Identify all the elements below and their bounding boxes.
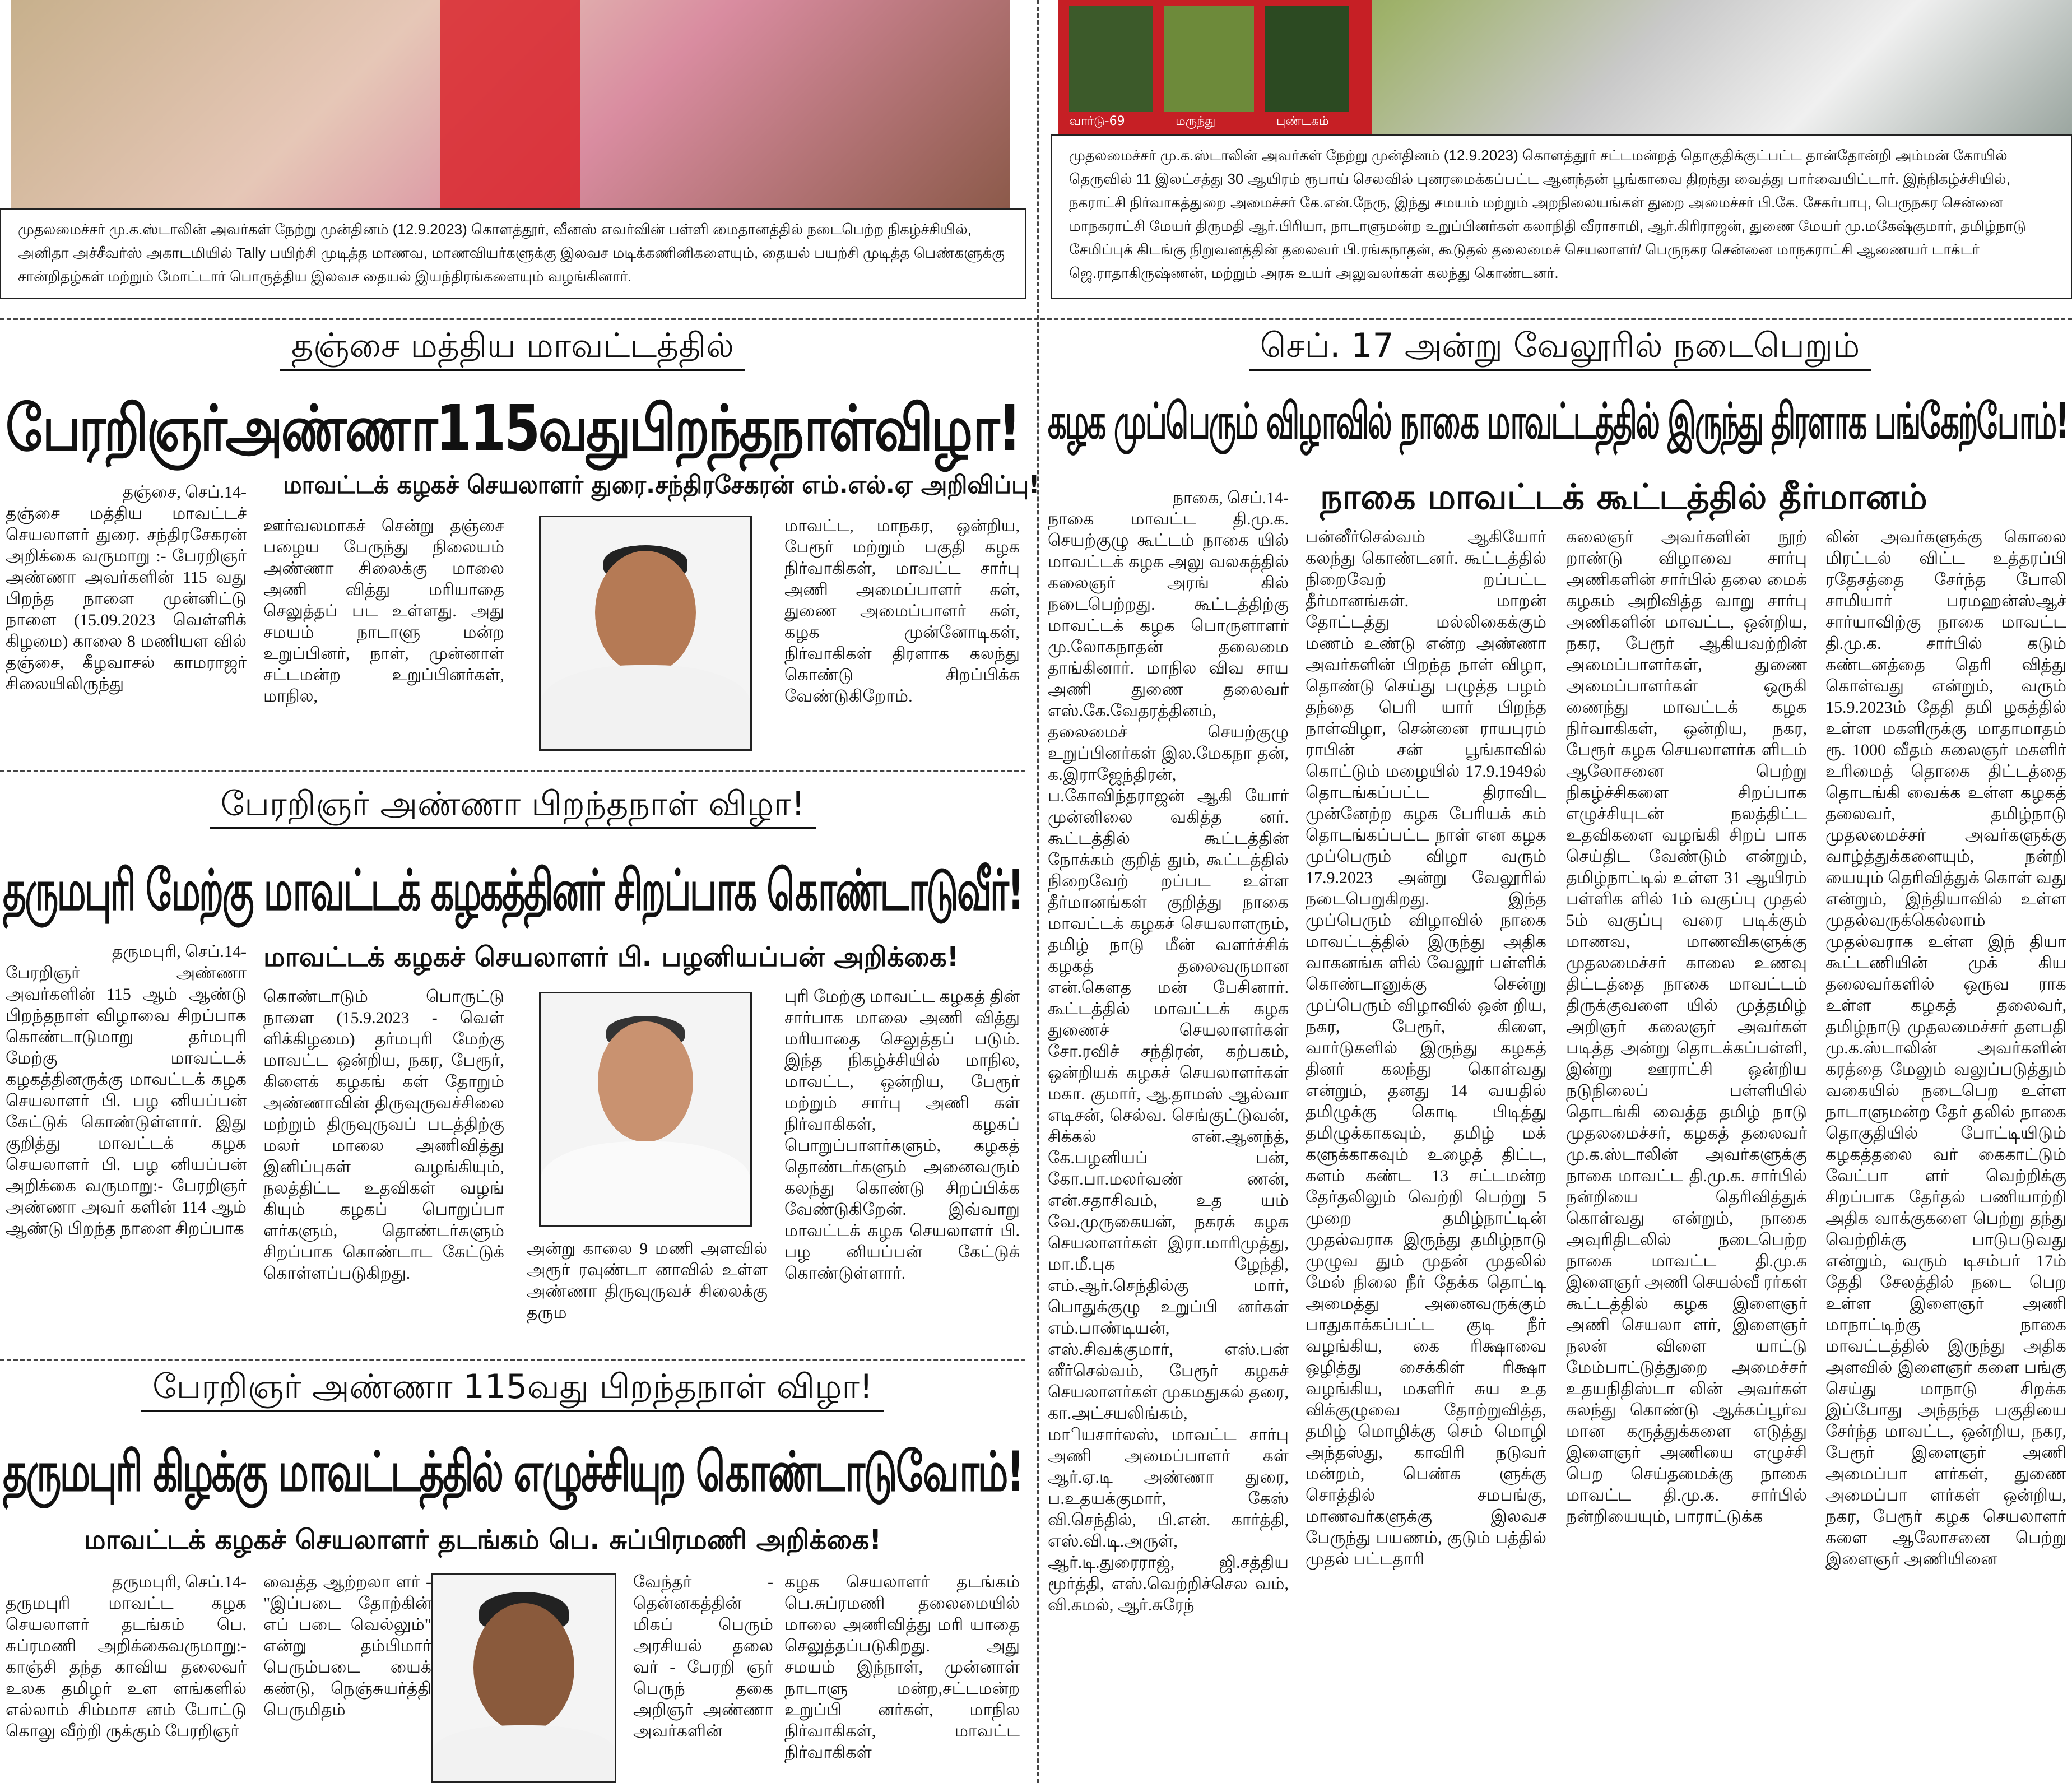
story3-dateline: தருமபுரி, செப்.14- (112, 1573, 247, 1591)
story2-col2b-text: அன்று காலை 9 மணி அளவில் அரூர் ரவுண்டா னாவில் உள்ள அண்ணா திருவுருவச் சிலைக்கு தரும (527, 1239, 768, 1322)
story3-kicker (0, 1367, 1025, 1411)
story4-col3-text: கலைஞர் அவர்களின் நூற் றாண்டு விழாவை சார்பு அணிகளின் சார்பில் தலை மைக் கழகம் அறிவித்த வாறு சார்பு அணிகளின் மாவட்ட, ஒன்றிய, நகர, பேரூர் ஆகியவற்றின் அமைப்பாளர்கள், துணை அமைப்பாளர்கள் ஒருகி ணைந்து மாவட்டக் கழக நிர்வாகிகள், ஒன்றிய, நகர, பேரூர் கழக செயலாளர்க ளிடம் ஆலோசனை பெற்று நிகழ்ச்சிகளை சிறப்பாக எழுச்சியுடன் நலத்திட்ட உதவிகளை வழங்கி சிறப் பாக செய்திட வேண்டும் என்றும், தமிழ்நாட்டில் உள்ள 31 ஆயிரம் பள்ளிக ளில் 1ம் வகுப்பு முதல் 5ம் வகுப்பு வரை படிக்கும் மாணவ, மாணவிகளுக்கு முதலமைச்சர் காலை உணவு திட்டத்தை நாகை மாவட்டம் திருக்குவளை யில் முத்தமிழ் அறிஞர் கலைஞர் அவர்கள் படித்த அன்று தொடக்கப்பள்ளி, இன்று ஊராட்சி ஒன்றிய நடுநிலைப் பள்ளியில் தொடங்கி வைத்த தமிழ் நாடு முதலமைச்சர், கழகத் தலைவர் மு.க.ஸ்டாலின் அவர்களுக்கு நாகை மாவட்ட தி.மு.க. சார்பில் நன்றியை தெரிவித்துக் கொள்வது என்றும், நாகை அவுரிதிடலில் நடைபெற்ற நாகை மாவட்ட தி.மு.க இளைஞர் அணி செயல்வீ ரர்கள் கூட்டத்தில் கழக இளைஞர் அணி செயலா ளர், இளைஞர் நலன் விளை யாட்டு மேம்பாட்டுத்துறை அமைச்சர் உதயநிதிஸ்டா லின் அவர்கள் கலந்து கொண்டு ஆக்கப்பூர்வ மான கருத்துக்களை எடுத்து இளைஞர் அணியை எழுச்சி பெற செய்தமைக்கு நாகை மாவட்ட தி.மு.க. சார்பில் நன்றியையும், பாராட்டுக்க (1566, 528, 1807, 1526)
story3-portrait (431, 1573, 616, 1783)
story1-subhead: மாவட்டக் கழகச் செயலாளர் துரை.சந்திரசேகரன் எம்.எல்.ஏ அறிவிப்பு! (283, 471, 1040, 499)
center-column-divider (1037, 0, 1039, 1783)
story1-kicker (0, 326, 1025, 370)
story3-col4-text: கழக செயலாளர் தடங்கம் பெ.சுப்ரமணி தலைமையில் மாலை அணிவித்து மரி யாதை செலுத்தப்படுகிறது. அது சமயம் இந்நாள், முன்னாள் நாடாளு மன்ற,சட்டமன்ற உறுப்பி னர்கள், மாநில நிர்வாகிகள், மாவட்ட நிர்வாகிகள் (784, 1573, 1020, 1762)
story2-col2b (527, 1238, 768, 1345)
story4-headline: கழக முப்பெரும் விழாவில் நாகை மாவட்டத்தில் இருந்து திரளாக பங்கேற்போம்! (1048, 392, 2068, 450)
story2-headline: தருமபுரி மேற்கு மாவட்டக் கழகத்தினர் சிறப்பாக கொண்டாடுவீர்! (3, 857, 1023, 923)
story3-col1 (6, 1572, 247, 1783)
portrait-shirt (433, 1725, 615, 1781)
story4-col2 (1306, 527, 1546, 1783)
story4-col1-text: நாகை மாவட்ட தி.மு.க. செயற்குழு கூட்டம் நாகை யில் மாவட்டக் கழக அலு வலகத்தில் கலைஞர் அரங் கில் நடைபெற்றது. கூட்டத்திற்கு மாவட்டக் கழக பொருளாளர் மு.லோகநாதன் தலைமை தாங்கினார். மாநில விவ சாய அணி துணை தலைவர் எஸ்.கே.வேதரத்தினம், தலைமைச் செயற்குழு உறுப்பினர்கள் இல.மேகநா தன், க.இராஜேந்திரன், ப.கோவிந்தராஜன் ஆகி யோர் முன்னிலை வகித்த னர். கூட்டத்தில் கூட்டத்தின் நோக்கம் குறித் தும், கூட்டத்தில் நிறைவேற் றப்பட உள்ள தீர்மானங்கள் குறித்து நாகை மாவட்டக் கழகச் செயலாளரும், தமிழ் நாடு மீன் வளர்ச்சிக் கழகத் தலைவருமான என்.கௌத மன் பேசினார். கூட்டத்தில் மாவட்டக் கழக துணைச் செயலாளர்கள் சோ.ரவிச் சந்திரன், கற்பகம், ஒன்றியக் கழகச் செயலாளர்கள் மகா. குமார், ஆ.தாமஸ் ஆல்வா எடிசன், செல்வ. செங்குட்டுவன், சிக்கல் என்.ஆனந்த், கே.பழனியப் பன், கோ.பா.மலர்வண் ணன், என்.சதாசிவம், உத யம் வே.முருகையன், நகரக் கழக செயலாளர்கள் இரா.மாரிமுத்து, மா.மீ.புக ழேந்தி, எம்.ஆர்.செந்தில்கு மார், பொதுக்குழு உறுப்பி னர்கள் எம்.பாண்டியன், எஸ்.சிவக்குமார், எஸ்.பன் னீர்செல்வம், பேரூர் கழகச் செயலாளர்கள் முகமதுகல் தரை, கா.அட்சயலிங்கம், மாியசார்லஸ், மாவட்ட சார்பு அணி அமைப்பாளர் கள் ஆர்.ஏ.டி அண்ணா துரை, ப.உதயக்குமார், கேஸ் வி.செந்தில், பி.என். கார்த்தி, எஸ்.வி.டி.அருள், ஆர்.டி.துரைராஜ், ஜி.சத்திய மூர்த்தி, எஸ்.வெற்றிச்செல வம், வி.கமல், ஆர்.சுரேந் (1048, 510, 1289, 1614)
story3-col1-text: தருமபுரி மாவட்ட கழக செயலாளர் தடங்கம் பெ. சுப்ரமணி அறிக்கைவருமாறு:- காஞ்சி தந்த காவிய தலைவர் உலக தமிழர் உள ளங்களில் எல்லாம் சிம்மாச னம் போட்டு கொலு வீற்றி ருக்கும் பேரறிஞர் (6, 1594, 247, 1740)
story1-col2-text: ஊர்வலமாகச் சென்று தஞ்சை பழைய பேருந்து நிலையம் அண்ணா சிலைக்கு மாலை அணி வித்து மரியாதை செலுத்தப் பட உள்ளது. அது சமயம் நாடாளு மன்ற உறுப்பினர், நாள், முன்னாள் சட்டமன்ற உறுப்பினர்கள், மாநில, (263, 517, 504, 705)
story3-col3 (633, 1572, 773, 1783)
story2-col1-text: பேரறிஞர் அண்ணா அவர்களின் 115 ஆம் ஆண்டு பிறந்தநாள் விழாவை சிறப்பாக கொண்டாடுமாறு தர்மபுரி மேற்கு மாவட்டக் கழகத்தினருக்கு மாவட்டக் கழக செயலாளர் பி. பழ னியப்பன் கேட்டுக் கொண்டுள்ளார். இது குறித்து மாவட்டக் கழக செயலாளர் பி. பழ னியப்பன் அறிக்கை வருமாறு:- பேரறிஞர் அண்ணா அவர் களின் 114 ஆம் ஆண்டு பிறந்த நாளை சிறப்பாக (6, 964, 247, 1238)
red-carpet-floor (440, 0, 580, 208)
story1-col3-text: மாவட்ட, மாநகர, ஒன்றிய, பேரூர் மற்றும் பகுதி கழக நிர்வாகிகள், மாவட்ட சார்பு அணி அமைப்பாளர் கள், துணை அமைப்பாளர் கள், கழக முன்னோடிகள், நிர்வாகிகள் திரளாக கலந்து கொண்டு சிறப்பிக்க வேண்டுகிறோம். (784, 517, 1020, 705)
story2-dateline: தருமபுரி, செப்.14- (112, 942, 247, 961)
story1-col1-text: தஞ்சை மத்திய மாவட்டச் செயலாளர் துரை. சந்திரசேகரன் அறிக்கை வருமாறு :- பேரறிஞர் அண்ணா அவர்களின் 115 வது பிறந்த நாளை முன்னிட்டு நாளை (15.09.2023 வெள்ளிக் கிழமை) காலை 8 மணியள வில் தஞ்சை, கீழவாசல் காமராஜர் சிலையிலிருந்து (6, 504, 247, 693)
poster-label-1: வார்டு-69 (1069, 114, 1125, 128)
top-divider (0, 318, 2072, 320)
story2-divider (0, 1359, 1025, 1361)
sewing-class-photo (11, 0, 1010, 208)
story1-dateline: தஞ்சை, செப்.14- (122, 483, 247, 502)
story2-col1 (6, 941, 247, 1345)
portrait-shirt (541, 665, 750, 749)
story3-col3-text: வேந்தர் - தென்னகத்தின் மிகப் பெரும் அரசியல் தலை வர் - பேரறி ஞர் பெருந் தகை அறிஞர் அண்ணா அவர்களின் (633, 1573, 773, 1740)
poster-panel-2 (1164, 6, 1254, 112)
right-caption-text: முதலமைச்சர் மு.க.ஸ்டாலின் அவர்கள் நேற்று முன்தினம் (12.9.2023) கொளத்தூர் சட்டமன்றத் தொகுதிக்குட்பட்ட தான்தோன்றி அம்மன் கோயில் தெருவில் 11 இலட்சத்து 30 ஆயிரம் ரூபாய் செலவில் புனரமைக்கப்பட்ட ஆனந்தன் பூங்காவை திறந்து வைத்து பார்வையிட்டார். இந்நிகழ்ச்சியில், நகராட்சி நிர்வாகத்துறை அமைச்சர் கே.என்.நேரு, இந்து சமயம் மற்றும் அறநிலையங்கள் துறை அமைச்சர் பி.கே. சேகர்பாபு, பெருநகர சென்னை மாநகராட்சி மேயர் திருமதி ஆர்.பிரியா, நாடாளுமன்ற உறுப்பினர்கள் கலாநிதி வீராசாமி, ஆர்.கிரிராஜன், துணை மேயர் மு.மகேஷ்குமார், தமிழ்நாடு சேமிப்புக் கிடங்கு நிறுவனத்தின் தலைவர் பி.ரங்கநாதன், கூடுதல் தலைமைச் செயலாளர்/ பெருநகர சென்னை மாநகராட்சி ஆணையர் டாக்டர் ஜெ.ராதாகிருஷ்ணன், மற்றும் அரசு உயர் அலுவலர்கள் கலந்து கொண்டனர். (1069, 147, 2026, 281)
portrait-face (595, 551, 696, 674)
left-photo-caption (0, 208, 1026, 299)
story3-subhead: மாவட்டக் கழகச் செயலாளர் தடங்கம் பெ. சுப்பிரமணி அறிக்கை! (84, 1524, 882, 1556)
poster-label-2: மருந்து (1176, 114, 1216, 128)
story2-col3-text: புரி மேற்கு மாவட்ட கழகத் தின் சார்பாக மாலை அணி வித்து மரியாதை செலுத்தப் படும். இந்த நிகழ்ச்சியில் மாநில, மாவட்ட, ஒன்றிய, பேரூர் மற்றும் சார்பு அணி கள் நிர்வாகிகள், கழகப் பொறுப்பாளர்களும், கழகத் தொண்டர்களும் அனைவரும் கலந்து கொண்டு சிறப்பிக்க வேண்டுகிறேன். இவ்வாறு மாவட்டக் கழக செயலாளர் பி. பழ னியப்பன் கேட்டுக் கொண்டுள்ளார். (784, 987, 1020, 1283)
story4-col2-text: பன்னீர்செல்வம் ஆகியோர் கலந்து கொண்டனர். கூட்டத்தில் நிறைவேற் றப்பட்ட தீர்மானங்கள். மாறன் தோட்டத்து மல்லிகைக்கும் மணம் உண்டு என்ற அண்ணா அவர்களின் பிறந்த நாள் விழா, தொண்டு செய்து பழுத்த பழம் தந்தை பெரி யார் பிறந்த நாள்விழா, சென்னை ராயபுரம் ராபின் சன் பூங்காவில் கொட்டும் மழையில் 17.9.1949ல் தொடங்கப்பட்ட திராவிட முன்னேற்ற கழக பேரியக் கம் தொடங்கப்பட்ட நாள் என கழக முப்பெரும் விழா வரும் 17.9.2023 அன்று வேலூரில் நடைபெறுகிறது. இந்த முப்பெரும் விழாவில் நாகை மாவட்டத்தில் இருந்து அதிக வாகனங்க ளில் வேலூர் பள்ளிக் கொண்டானுக்கு சென்று முப்பெரும் விழாவில் ஒன் றிய, நகர, பேரூர், கிளை, வார்டுகளில் இருந்து கழகத் தினர் கலந்து கொள்வது என்றும், தனது 14 வயதில் தமிழுக்கு கொடி பிடித்து தமிழுக்காகவும், தமிழ் மக் களுக்காகவும் உழைத் திட்ட, களம் கண்ட 13 சட்டமன்ற தேர்தலிலும் வெற்றி பெற்று 5 முறை தமிழ்நாட்டின் முதல்வராக இருந்து தமிழ்நாடு முழுவ தும் முதன் முதலில் மேல் நிலை நீர் தேக்க தொட்டி அமைத்து அனைவருக்கும் பாதுகாக்கப்பட்ட குடி நீர் வழங்கிய, கை ரிக்ஷாவை ஒழித்து சைக்கிள் ரிக்ஷா வழங்கிய, மகளிர் சுய உத விக்குழுவை தோற்றுவித்த, தமிழ் மொழிக்கு செம் மொழி அந்தஸ்து, காவிரி நடுவர் மன்றம், பெண்க ளுக்கு சொத்தில் சமபங்கு, மாணவர்களுக்கு இலவச பேருந்து பயணம், குடும் பத்தில் முதல் பட்டதாரி (1306, 528, 1546, 1568)
story1-col3 (784, 516, 1020, 751)
portrait-face (473, 1603, 574, 1732)
poster-panel-1 (1069, 6, 1153, 112)
story2-subhead: மாவட்டக் கழகச் செயலாளர் பி. பழனியப்பன் அறிக்கை! (263, 941, 959, 973)
story3-headline: தருமபுரி கிழக்கு மாவட்டத்தில் எழுச்சியுற கொண்டாடுவோம்! (3, 1440, 1023, 1504)
story4-col4-text: லின் அவர்களுக்கு கொலை மிரட்டல் விட்ட உத்தரப்பி ரதேசத்தை சேர்ந்த போலி சாமியார் பரமஹன்ஸ்ஆச் சார்யாவிற்கு நாகை மாவட்ட தி.மு.க. சார்பில் கடும் கண்டனத்தை தெரி வித்து கொள்வது என்றும், வரும் 15.9.2023ம் தேதி தமி ழகத்தில் உள்ள மகளிருக்கு மாதாமாதம் ரூ. 1000 வீதம் கலைஞர் மகளிர் உரிமைத் தொகை திட்டத்தை தொடங்கி வைக்க உள்ள கழகத் தலைவர், தமிழ்நாடு முதலமைச்சர் அவர்களுக்கு வாழ்த்துக்களையும், நன்றி யையும் தெரிவித்துக் கொள் வது என்றும், இந்தியாவில் உள்ள முதல்வருக்கெல்லாம் முதல்வராக உள்ள இந் தியா கூட்டணியின் முக் கிய தலைவர்களில் ஒருவ ராக உள்ள கழகத் தலைவர், தமிழ்நாடு முதலமைச்சர் தளபதி மு.க.ஸ்டாலின் அவர்களின் கரத்தை மேலும் வலுப்படுத்தும் வகையில் நடைபெற உள்ள நாடாளுமன்ற தேர் தலில் நாகை தொகுதியில் போட்டியிடும் கழகத்தலை வர் கைகாட்டும் வேட்பா ளர் வெற்றிக்கு சிறப்பாக தேர்தல் பணியாற்றி அதிக வாக்குகளை பெற்று தந்து வெற்றிக்கு பாடுபடுவது என்றும், வரும் டிசம்பர் 17ம் தேதி சேலத்தில் நடை பெற உள்ள இளைஞர் அணி மாநாட்டிற்கு நாகை மாவட்டத்தில் இருந்து அதிக அளவில் இளைஞர் களை பங்கு செய்து மாநாடு சிறக்க இப்போது அந்தந்த பகுதியை சேர்ந்த மாவட்ட, ஒன்றிய, நகர, பேரூர் இளைஞர் அணி அமைப்பா ளர்கள், துணை அமைப்பா ளர்கள் ஒன்றிய, நகர, பேரூர் கழக செயலாளர் களை ஆலோசனை பெற்று இளைஞர் அணியினை (1825, 528, 2066, 1568)
park-inauguration-photo (1058, 0, 2072, 134)
story1-divider (0, 770, 1025, 772)
story2-portrait (539, 992, 752, 1227)
story4-dateline: நாகை, செப்.14- (1172, 489, 1289, 507)
story4-kicker (1048, 326, 2072, 370)
story1-headline: பேரறிஞர்அண்ணா115வதுபிறந்தநாள்விழா! (6, 392, 1020, 465)
story1-portrait (539, 516, 752, 751)
story2-col2 (263, 986, 504, 1345)
story2-col3 (784, 986, 1020, 1345)
story3-col2 (263, 1572, 431, 1783)
story2-kicker-text: பேரறிஞர் அண்ணா பிறந்தநாள் விழா! (210, 784, 816, 829)
story4-col1 (1048, 487, 1289, 1783)
story4-col4 (1825, 527, 2066, 1783)
right-photo-caption (1051, 134, 2072, 299)
portrait-shirt (541, 1141, 750, 1225)
poster-panel-3 (1265, 6, 1349, 112)
left-caption-text: முதலமைச்சர் மு.க.ஸ்டாலின் அவர்கள் நேற்று முன்தினம் (12.9.2023) கொளத்தூர், வீனஸ் எவர்வின் பள்ளி மைதானத்தில் நடைபெற்ற நிகழ்ச்சியில், அனிதா அச்சீவர்ஸ் அகாடமியில் Tally பயிற்சி முடித்த மாணவ, மாணவியர்களுக்கு இலவச மடிக்கணினிகளையும், தையல் பயற்சி முடித்த பெண்களுக்கு சான்றிதழ்கள் மற்றும் மோட்டார் பொருத்திய இலவச தையல் இயந்திரங்களையும் வழங்கினார். (18, 221, 1005, 285)
story3-col4 (784, 1572, 1020, 1783)
story1-col1 (6, 482, 247, 762)
portrait-face (598, 1021, 693, 1142)
story1-kicker-text: தஞ்சை மத்திய மாவட்டத்தில் (280, 326, 745, 371)
story4-subhead: நாகை மாவட்டக் கூட்டத்தில் தீர்மானம் (1320, 476, 1927, 517)
story3-col2-text: வைத்த ஆற்றலா ளர் - "இப்படை தோற்கின் எப் படை வெல்லும்" என்று தம்பிமார் பெரும்படை யைக் கண்டு, நெஞ்சுயர்த்தி பெருமிதம் (263, 1573, 431, 1719)
story1-col2 (263, 516, 504, 762)
story3-kicker-text: பேரறிஞர் அண்ணா 115வது பிறந்தநாள் விழா! (141, 1367, 884, 1412)
story2-col2-text: கொண்டாடும் பொருட்டு நாளை (15.9.2023 - வெள் ளிக்கிழமை) தர்மபுரி மேற்கு மாவட்ட ஒன்றிய, நகர, பேரூர், கிளைக் கழகங் கள் தோறும் அண்ணாவின் திருவுருவச்சிலை மற்றும் திருவுருவப் படத்திற்கு மலர் மாலை அணிவித்து இனிப்புகள் வழங்கியும், நலத்திட்ட உதவிகள் வழங் கியும் கழகப் பொறுப்பா ளர்களும், தொண்டர்களும் சிறப்பாக கொண்டாட கேட்டுக் கொள்ளப்படுகிறது. (263, 987, 504, 1283)
story4-kicker-text: செப். 17 அன்று வேலூரில் நடைபெறும் (1249, 326, 1871, 371)
story4-col3 (1566, 527, 1807, 1783)
poster-label-3: புண்டகம் (1276, 114, 1329, 128)
story2-kicker (0, 784, 1025, 828)
